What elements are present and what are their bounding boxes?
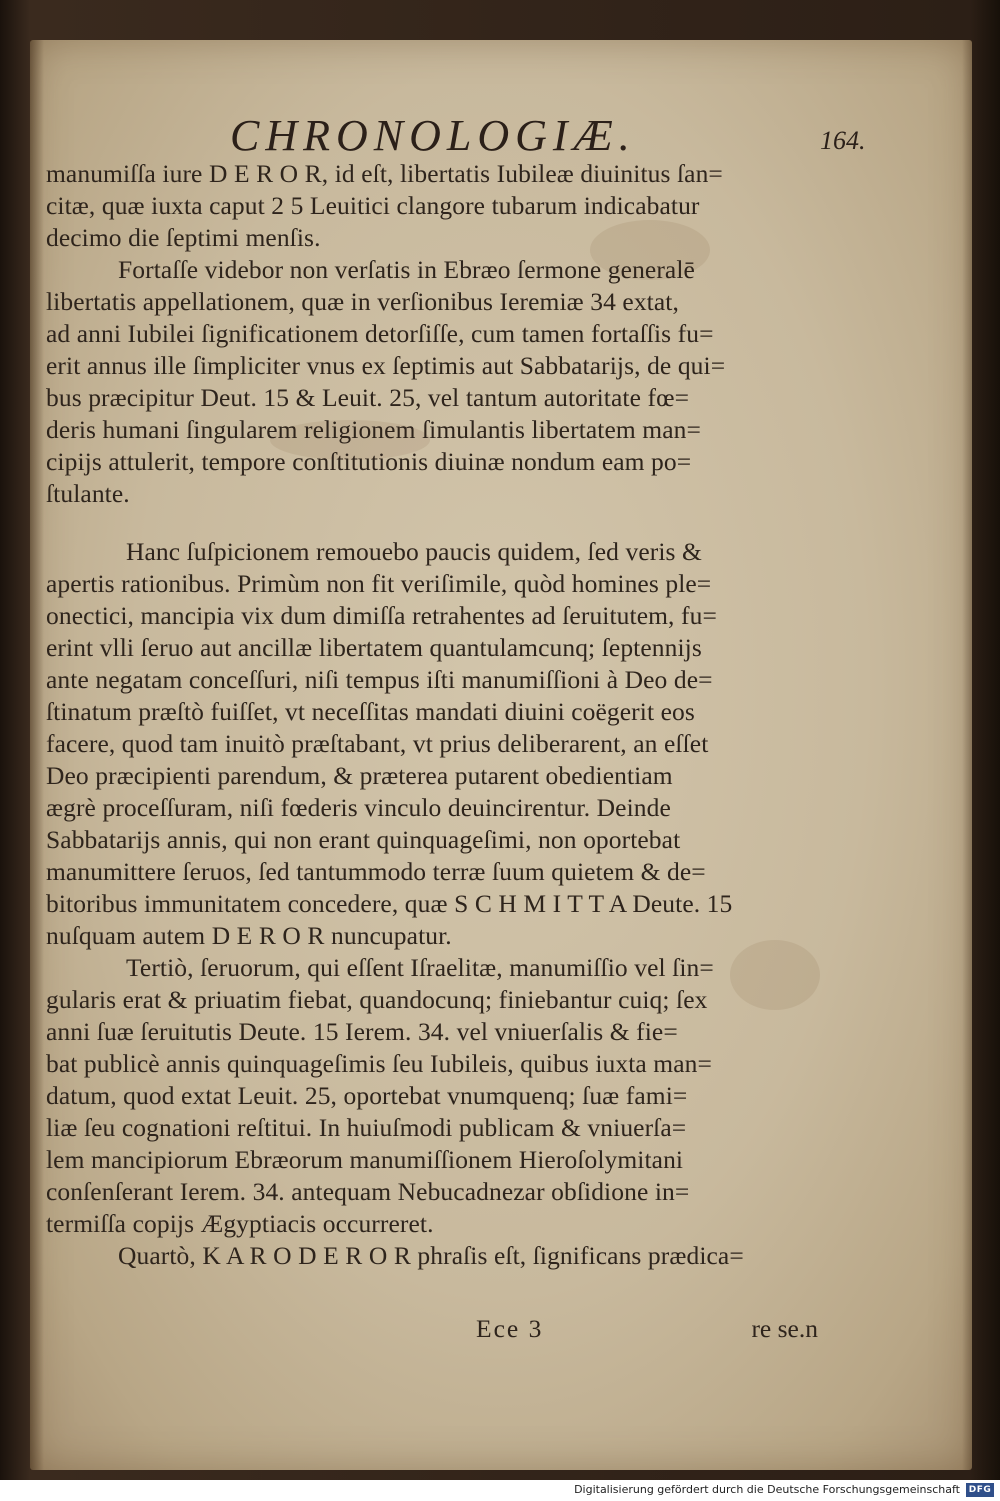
text-line: ad anni Iubilei ſignificationem detorſiſſe, cum tamen fortaſſis fu= [46, 319, 714, 348]
page-gutter-shadow [30, 40, 44, 1470]
text-line: Hanc ſuſpicionem remouebo paucis quidem, ſed veris & [126, 537, 702, 566]
text-line: deris humani ſingularem religionem ſimulantis libertatem man= [46, 415, 701, 444]
text-line: Deo præcipienti parendum, & præterea putarent obedientiam [46, 761, 673, 790]
main-text-block [46, 158, 826, 1272]
text-line: cipijs attulerit, tempore conſtitutionis diuinæ nondum eam po= [46, 447, 692, 476]
text-line: onectici, mancipia vix dum dimiſſa retrahentes ad ſeruitutem, fu= [46, 601, 717, 630]
text-line: liæ ſeu cognationi reſtitui. In huiuſmodi publicam & vniuerſa= [46, 1113, 687, 1142]
text-line: anni ſuæ ſeruitutis Deute. 15 Ierem. 34. vel vniuerſalis & fie= [46, 1017, 678, 1046]
text-line: Quartò, K A R O D E R O R phraſis eſt, ſignificans prædica= [118, 1241, 744, 1270]
text-line: erint vlli ſeruo aut ancillæ libertatem quantulamcunq; ſeptennijs [46, 633, 702, 662]
catchword: re se.n [751, 1314, 818, 1343]
text-line: Tertiò, ſeruorum, qui eſſent Iſraelitæ, manumiſſio vel ſin= [126, 953, 714, 982]
running-head: CHRONOLOGIÆ. [230, 111, 636, 160]
text-line: gularis erat & priuatim fiebat, quandocunq; finiebantur cuiq; ſex [46, 985, 708, 1014]
text-line: bus præcipitur Deut. 15 & Leuit. 25, vel tantum autoritate fœ= [46, 383, 690, 412]
book-page [30, 40, 972, 1470]
text-line: Fortaſſe videbor non verſatis in Ebræo ſermone generalē [118, 255, 695, 284]
text-line: ante negatam conceſſuri, niſi tempus iſti manumiſſioni à Deo de= [46, 665, 713, 694]
text-line: apertis rationibus. Primùm non fit veriſimile, quòd homines ple= [46, 569, 712, 598]
text-line: citæ, quæ iuxta caput 2 5 Leuitici clangore tubarum indicabatur [46, 191, 700, 220]
text-line: ſtulante. [46, 479, 130, 508]
signature-catchword-row [46, 1314, 826, 1348]
digitization-footer [0, 1480, 1000, 1501]
folio-number: 164. [820, 126, 866, 155]
text-line: nuſquam autem D E R O R nuncupatur. [46, 921, 452, 950]
text-line: conſenſerant Ierem. 34. antequam Nebucadnezar obſidione in= [46, 1177, 690, 1206]
signature-mark: Ece 3 [476, 1314, 544, 1343]
text-line: libertatis appellationem, quæ in verſionibus Ieremiæ 34 extat, [46, 287, 679, 316]
text-line: bat publicè annis quinquageſimis ſeu Iubileis, quibus iuxta man= [46, 1049, 712, 1078]
text-line: facere, quod tam inuitò præſtabant, vt prius deliberarent, an eſſet [46, 729, 709, 758]
text-line: bitoribus immunitatem concedere, quæ S C H M I T T A Deute. 15 [46, 889, 733, 918]
text-line: termiſſa copijs Ægyptiacis occurreret. [46, 1209, 434, 1238]
dfg-logo-icon: DFG [966, 1483, 994, 1497]
text-line: manumittere ſeruos, ſed tantummodo terræ ſuum quietem & de= [46, 857, 706, 886]
text-line: ſtinatum præſtò fuiſſet, vt neceſſitas mandati diuini coëgerit eos [46, 697, 695, 726]
text-line: erit annus ille ſimpliciter vnus ex ſeptimis aut Sabbatarijs, de qui= [46, 351, 726, 380]
text-line: decimo die ſeptimi menſis. [46, 223, 321, 252]
text-line: Sabbatarijs annis, qui non erant quinquageſimi, non oportebat [46, 825, 681, 854]
text-line: manumiſſa iure D E R O R, id eſt, libertatis Iubileæ diuinitus ſan= [46, 159, 723, 188]
text-line: lem mancipiorum Ebræorum manumiſſionem Hieroſolymitani [46, 1145, 684, 1174]
text-line: ægrè proceſſuram, niſi fœderis vinculo deuincirentur. Deinde [46, 793, 671, 822]
footer-credit: Digitalisierung gefördert durch die Deutsche Forschungsgemeinschaft [574, 1483, 960, 1496]
text-line: datum, quod extat Leuit. 25, oportebat vnumquenq; ſuæ fami= [46, 1081, 688, 1110]
paragraph-gap [46, 510, 826, 536]
page-edge-shadow [962, 40, 972, 1470]
